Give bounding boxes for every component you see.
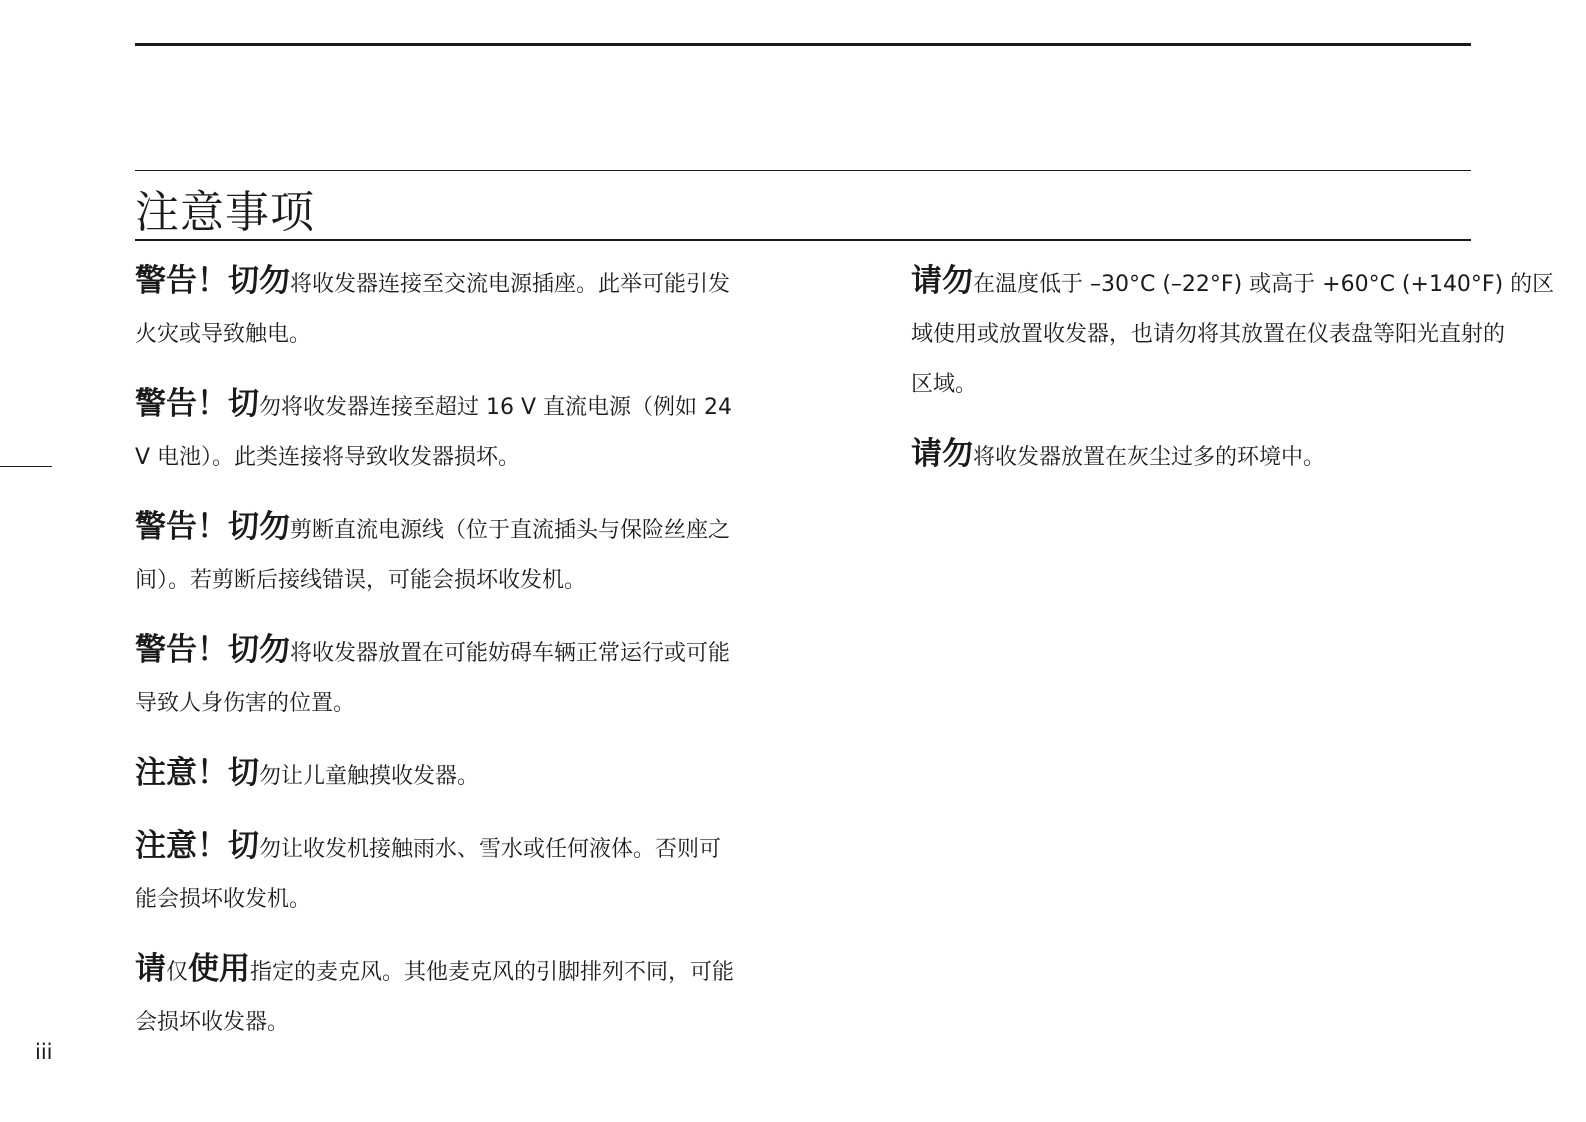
notice-lead: 警告！切勿 <box>135 509 290 545</box>
notice-ac-outlet <box>135 256 775 360</box>
notice-dc-voltage <box>135 379 775 483</box>
notice-text-line: 在温度低于 –30°C (–22°F) 或高于 +60°C (+140°F) 的区 <box>973 272 1555 297</box>
notice-liquids <box>135 821 775 925</box>
notice-dust <box>911 429 1581 483</box>
notice-text-line: 将收发器连接至交流电源插座。此举可能引发 <box>290 272 731 297</box>
left-column <box>135 256 775 1067</box>
notice-text-line: 将收发器放置在灰尘过多的环境中。 <box>973 445 1326 470</box>
page-title: 注意事项 <box>135 187 315 238</box>
notice-lead: 使用 <box>188 951 251 987</box>
header-top-rule <box>135 43 1471 46</box>
notice-lead: 注意！切 <box>135 828 259 864</box>
notice-lead: 注意！切 <box>135 755 259 791</box>
notice-children <box>135 748 775 802</box>
notice-text-line: 会损坏收发器。 <box>135 1010 290 1035</box>
notice-lead: 请 <box>135 951 166 987</box>
notice-text-line: 能会损坏收发机。 <box>135 887 312 912</box>
title-underline-rule <box>135 239 1471 241</box>
header-section-rule <box>135 170 1471 171</box>
notice-placement <box>135 625 775 729</box>
notice-text-line: 将收发器放置在可能妨碍车辆正常运行或可能 <box>290 641 731 666</box>
notice-cut-cable <box>135 502 775 606</box>
notice-text-line: 导致人身伤害的位置。 <box>135 691 356 716</box>
notice-text-line: 勿让儿童触摸收发器。 <box>259 764 480 789</box>
notice-text-line: V 电池）。此类连接将导致收发器损坏。 <box>135 445 521 470</box>
notice-text-line: 勿将收发器连接至超过 16 V 直流电源（例如 24 <box>259 395 733 420</box>
notice-text-line: 区域。 <box>911 372 978 397</box>
page-number: iii <box>35 1040 53 1064</box>
notice-text-line: 指定的麦克风。其他麦克风的引脚排列不同，可能 <box>250 960 735 985</box>
notice-temperature <box>911 256 1581 410</box>
notice-microphone <box>135 944 775 1048</box>
notice-text-line: 勿让收发机接触雨水、雪水或任何液体。否则可 <box>259 837 722 862</box>
right-column <box>911 256 1581 502</box>
notice-lead: 请勿 <box>911 436 973 472</box>
notice-text-line: 火灾或导致触电。 <box>135 322 312 347</box>
side-margin-mark <box>0 466 52 467</box>
notice-text-line: 剪断直流电源线（位于直流插头与保险丝座之 <box>290 518 731 543</box>
notice-text-line: 域使用或放置收发器，也请勿将其放置在仪表盘等阳光直射的 <box>911 322 1506 347</box>
notice-text-line: 间）。若剪断后接线错误，可能会损坏收发机。 <box>135 568 587 593</box>
notice-lead: 请勿 <box>911 263 973 299</box>
notice-lead: 警告！切勿 <box>135 263 290 299</box>
notice-lead: 警告！切 <box>135 386 259 422</box>
notice-lead: 警告！切勿 <box>135 632 290 668</box>
notice-lead-mid: 仅 <box>166 960 189 985</box>
